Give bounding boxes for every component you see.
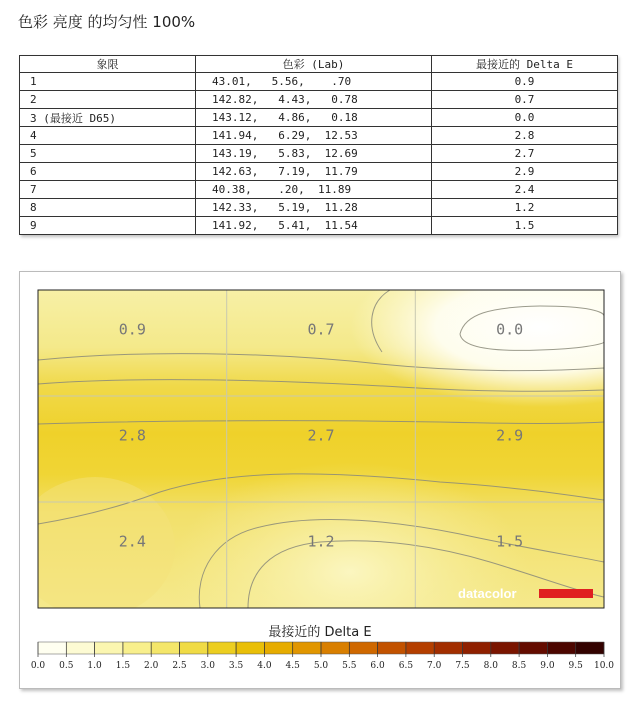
legend-swatch — [151, 642, 179, 654]
cell-value-label: 0.7 — [307, 320, 335, 339]
legend-swatch — [349, 642, 377, 654]
legend-swatch — [491, 642, 519, 654]
lab-cell: 142.82, 4.43, 0.78 — [196, 91, 432, 109]
delta-e-cell: 2.8 — [432, 127, 618, 145]
legend-swatch — [321, 642, 349, 654]
legend-tick-label: 4.5 — [285, 661, 300, 671]
cell-value-label: 0.9 — [118, 320, 146, 339]
delta-e-cell: 2.7 — [432, 145, 618, 163]
table-row — [20, 127, 618, 145]
table-row — [20, 145, 618, 163]
delta-e-cell: 0.0 — [432, 109, 618, 127]
legend-swatch — [264, 642, 292, 654]
legend-swatch — [378, 642, 406, 654]
legend-swatch — [547, 642, 575, 654]
brand-accent-bar — [539, 589, 593, 598]
legend-swatch — [576, 642, 604, 654]
table-row — [20, 181, 618, 199]
table-row — [20, 109, 618, 127]
legend-swatch — [463, 642, 491, 654]
legend-swatch — [434, 642, 462, 654]
delta-e-table-wrap — [19, 55, 617, 235]
legend-tick-label: 4.0 — [257, 661, 272, 671]
legend-tick-label: 8.5 — [511, 661, 527, 671]
table-row — [20, 217, 618, 235]
quadrant-cell: 6 — [20, 163, 196, 181]
quadrant-cell: 8 — [20, 199, 196, 217]
legend-swatch — [406, 642, 434, 654]
quadrant-cell: 7 — [20, 181, 196, 199]
legend-tick-label: 10.0 — [593, 661, 615, 671]
legend-tick-label: 7.5 — [455, 661, 470, 671]
legend-title: 最接近的 Delta E — [268, 625, 372, 640]
legend-swatch — [236, 642, 264, 654]
cell-value-label: 2.9 — [496, 426, 524, 445]
lab-cell: 143.19, 5.83, 12.69 — [196, 145, 432, 163]
legend-tick-label: 9.5 — [568, 661, 583, 671]
legend-tick-label: 1.5 — [115, 661, 131, 671]
lab-cell: 143.12, 4.86, 0.18 — [196, 109, 432, 127]
cell-value-label: 2.7 — [307, 426, 335, 445]
table-header-row — [20, 56, 618, 73]
quadrant-cell: 2 — [20, 91, 196, 109]
legend-tick-label: 2.0 — [144, 661, 159, 671]
table-row — [20, 163, 618, 181]
quadrant-cell: 3 (最接近 D65) — [20, 109, 196, 127]
lab-cell: 43.01, 5.56, .70 — [196, 73, 432, 91]
legend-tick-label: 3.0 — [200, 661, 215, 671]
legend-tick-label: 0.0 — [30, 661, 46, 671]
legend-tick-label: 9.0 — [540, 661, 555, 671]
cell-value-label: 2.4 — [118, 532, 146, 551]
legend-tick-label: 5.0 — [313, 661, 329, 671]
table-row — [20, 73, 618, 91]
legend-swatch — [38, 642, 66, 654]
legend-tick-label: 6.5 — [398, 661, 414, 671]
delta-e-cell: 2.4 — [432, 181, 618, 199]
table-row — [20, 199, 618, 217]
legend-tick-label: 7.0 — [427, 661, 442, 671]
delta-e-cell: 0.9 — [432, 73, 618, 91]
legend-tick-label: 1.0 — [87, 661, 102, 671]
cell-value-label: 0.0 — [496, 320, 524, 339]
delta-e-cell: 1.5 — [432, 217, 618, 235]
quadrant-cell: 1 — [20, 73, 196, 91]
header-delta-e: 最接近的 Delta E — [432, 56, 618, 73]
legend-tick-label: 8.0 — [483, 661, 498, 671]
legend-swatch — [208, 642, 236, 654]
legend-swatch — [519, 642, 547, 654]
cell-value-label: 2.8 — [118, 426, 146, 445]
page-title: 色彩 亮度 的均匀性 100% — [18, 13, 196, 31]
cell-value-label: 1.2 — [307, 532, 335, 551]
quadrant-cell: 4 — [20, 127, 196, 145]
uniformity-chart-panel — [19, 271, 621, 689]
brand-name: datacolor — [458, 586, 517, 601]
legend-tick-label: 0.5 — [59, 661, 74, 671]
left-delta-region — [20, 477, 175, 617]
legend-tick-label: 2.5 — [172, 661, 187, 671]
lab-cell: 141.94, 6.29, 12.53 — [196, 127, 432, 145]
lab-cell: 40.38, .20, 11.89 — [196, 181, 432, 199]
legend-swatch — [293, 642, 321, 654]
legend-swatch — [180, 642, 208, 654]
legend-tick-label: 5.5 — [342, 661, 357, 671]
header-lab-color: 色彩 (Lab) — [196, 56, 432, 73]
quadrant-cell: 9 — [20, 217, 196, 235]
delta-e-table — [19, 55, 618, 235]
uniformity-heatmap — [20, 272, 620, 688]
legend-swatch — [123, 642, 151, 654]
quadrant-cell: 5 — [20, 145, 196, 163]
legend-swatch — [66, 642, 94, 654]
header-quadrant: 象限 — [20, 56, 196, 73]
cell-value-label: 1.5 — [496, 532, 524, 551]
table-row — [20, 91, 618, 109]
delta-e-cell: 1.2 — [432, 199, 618, 217]
legend-swatch — [95, 642, 123, 654]
legend-tick-label: 6.0 — [370, 661, 385, 671]
delta-e-cell: 0.7 — [432, 91, 618, 109]
legend-tick-label: 3.5 — [228, 661, 244, 671]
lab-cell: 141.92, 5.41, 11.54 — [196, 217, 432, 235]
delta-e-cell: 2.9 — [432, 163, 618, 181]
lab-cell: 142.63, 7.19, 11.79 — [196, 163, 432, 181]
lab-cell: 142.33, 5.19, 11.28 — [196, 199, 432, 217]
